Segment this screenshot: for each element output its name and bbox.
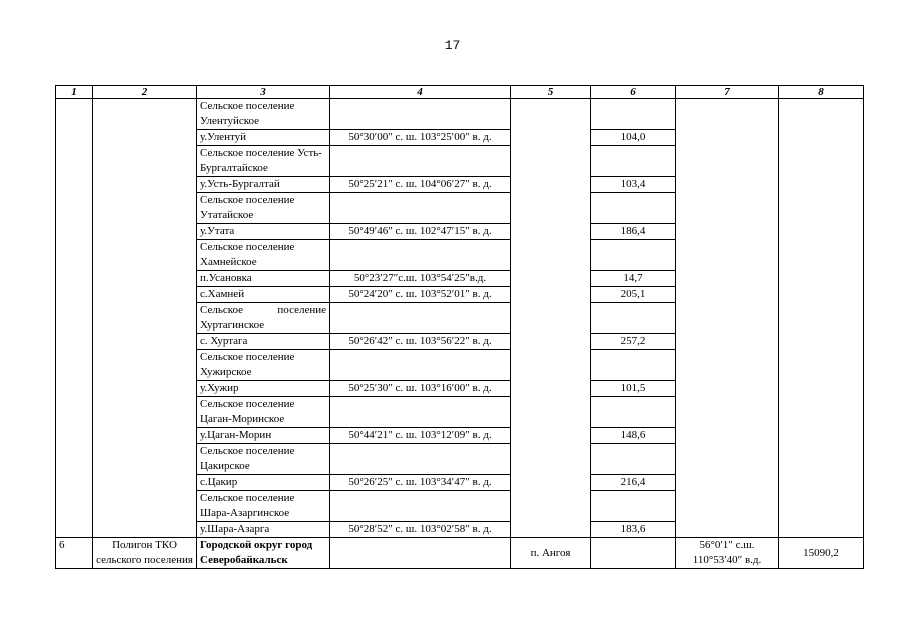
cell-col8-empty	[779, 99, 864, 538]
table-row	[56, 99, 864, 130]
settlement-name: Сельское поселение Хуртагинское	[197, 303, 330, 334]
distance-cell	[591, 303, 676, 334]
distance-cell	[591, 99, 676, 130]
distance-cell	[591, 146, 676, 177]
header-col-2: 2	[93, 86, 197, 99]
header-col-8: 8	[779, 86, 864, 99]
settlement-name: у.Шара-Азарга	[197, 522, 330, 538]
settlement-cell: п. Ангоя	[511, 538, 591, 569]
settlement-name: Сельское поселение Цаган-Моринское	[197, 397, 330, 428]
page-number: 17	[444, 38, 461, 53]
coords-cell-empty	[330, 538, 511, 569]
distance-cell: 183,6	[591, 522, 676, 538]
header-col-1: 1	[56, 86, 93, 99]
settlement-name: с.Цакир	[197, 475, 330, 491]
distance-cell	[591, 193, 676, 224]
distance-cell-empty	[591, 538, 676, 569]
distance-cell: 186,4	[591, 224, 676, 240]
settlement-name: Сельское поселение Шара-Азаргинское	[197, 491, 330, 522]
coords-cell	[330, 397, 511, 428]
distance-cell: 216,4	[591, 475, 676, 491]
distance-cell: 103,4	[591, 177, 676, 193]
coords-cell	[330, 303, 511, 334]
cell-col7-empty	[676, 99, 779, 538]
coords-cell: 50°25′30″ с. ш. 103°16′00″ в. д.	[330, 381, 511, 397]
table-row-last	[56, 538, 864, 569]
distance-cell	[591, 491, 676, 522]
object-coords: 56°0′1″ с.ш. 110°53′40″ в.д.	[676, 538, 779, 569]
settlement-name: Сельское поселение Утатайское	[197, 193, 330, 224]
header-col-6: 6	[591, 86, 676, 99]
settlement-name: у.Утата	[197, 224, 330, 240]
header-col-7: 7	[676, 86, 779, 99]
settlement-name: Сельское поселение Хужирское	[197, 350, 330, 381]
coords-cell	[330, 146, 511, 177]
settlement-name: Сельское поселение Улентуйское	[197, 99, 330, 130]
settlement-name: Сельское поселение Хамнейское	[197, 240, 330, 271]
coords-cell: 50°23′27″с.ш. 103°54′25″в.д.	[330, 271, 511, 287]
coords-cell: 50°26′42″ с. ш. 103°56′22″ в. д.	[330, 334, 511, 350]
header-col-3: 3	[197, 86, 330, 99]
settlement-name: у.Улентуй	[197, 130, 330, 146]
coords-cell	[330, 491, 511, 522]
row-number: 6	[56, 538, 93, 569]
settlement-name: п.Усановка	[197, 271, 330, 287]
header-col-5: 5	[511, 86, 591, 99]
coords-cell	[330, 193, 511, 224]
settlement-name: у.Усть-Бургалтай	[197, 177, 330, 193]
coords-cell: 50°49′46″ с. ш. 102°47′15″ в. д.	[330, 224, 511, 240]
settlement-name: с. Хуртага	[197, 334, 330, 350]
coords-cell	[330, 444, 511, 475]
cell-col5-empty	[511, 99, 591, 538]
coords-cell: 50°24′20″ с. ш. 103°52′01″ в. д.	[330, 287, 511, 303]
distance-cell: 205,1	[591, 287, 676, 303]
distance-cell: 257,2	[591, 334, 676, 350]
distance-cell: 148,6	[591, 428, 676, 444]
coords-cell: 50°25′21″ с. ш. 104°06′27″ в. д.	[330, 177, 511, 193]
data-table	[55, 85, 864, 569]
settlement-name: у.Цаган-Морин	[197, 428, 330, 444]
distance-cell	[591, 397, 676, 428]
object-value: 15090,2	[779, 538, 864, 569]
coords-cell	[330, 99, 511, 130]
distance-cell	[591, 444, 676, 475]
settlement-name: у.Хужир	[197, 381, 330, 397]
header-col-4: 4	[330, 86, 511, 99]
distance-cell	[591, 350, 676, 381]
district-name: Городской округ город Северобайкальск	[197, 538, 330, 569]
coords-cell: 50°28′52″ с. ш. 103°02′58″ в. д.	[330, 522, 511, 538]
coords-cell: 50°44′21″ с. ш. 103°12′09″ в. д.	[330, 428, 511, 444]
object-name: Полигон ТКО сельского поселения	[93, 538, 197, 569]
coords-cell: 50°30′00″ с. ш. 103°25′00″ в. д.	[330, 130, 511, 146]
coords-cell	[330, 350, 511, 381]
settlement-name: с.Хамней	[197, 287, 330, 303]
distance-cell	[591, 240, 676, 271]
coords-cell: 50°26′25″ с. ш. 103°34′47″ в. д.	[330, 475, 511, 491]
distance-cell: 104,0	[591, 130, 676, 146]
header-row	[56, 86, 864, 99]
cell-num-empty	[56, 99, 93, 538]
distance-cell: 101,5	[591, 381, 676, 397]
settlement-name: Сельское поселение Цакирское	[197, 444, 330, 475]
distance-cell: 14,7	[591, 271, 676, 287]
settlement-name: Сельское поселение Усть-Бургалтайское	[197, 146, 330, 177]
cell-object-empty	[93, 99, 197, 538]
coords-cell	[330, 240, 511, 271]
